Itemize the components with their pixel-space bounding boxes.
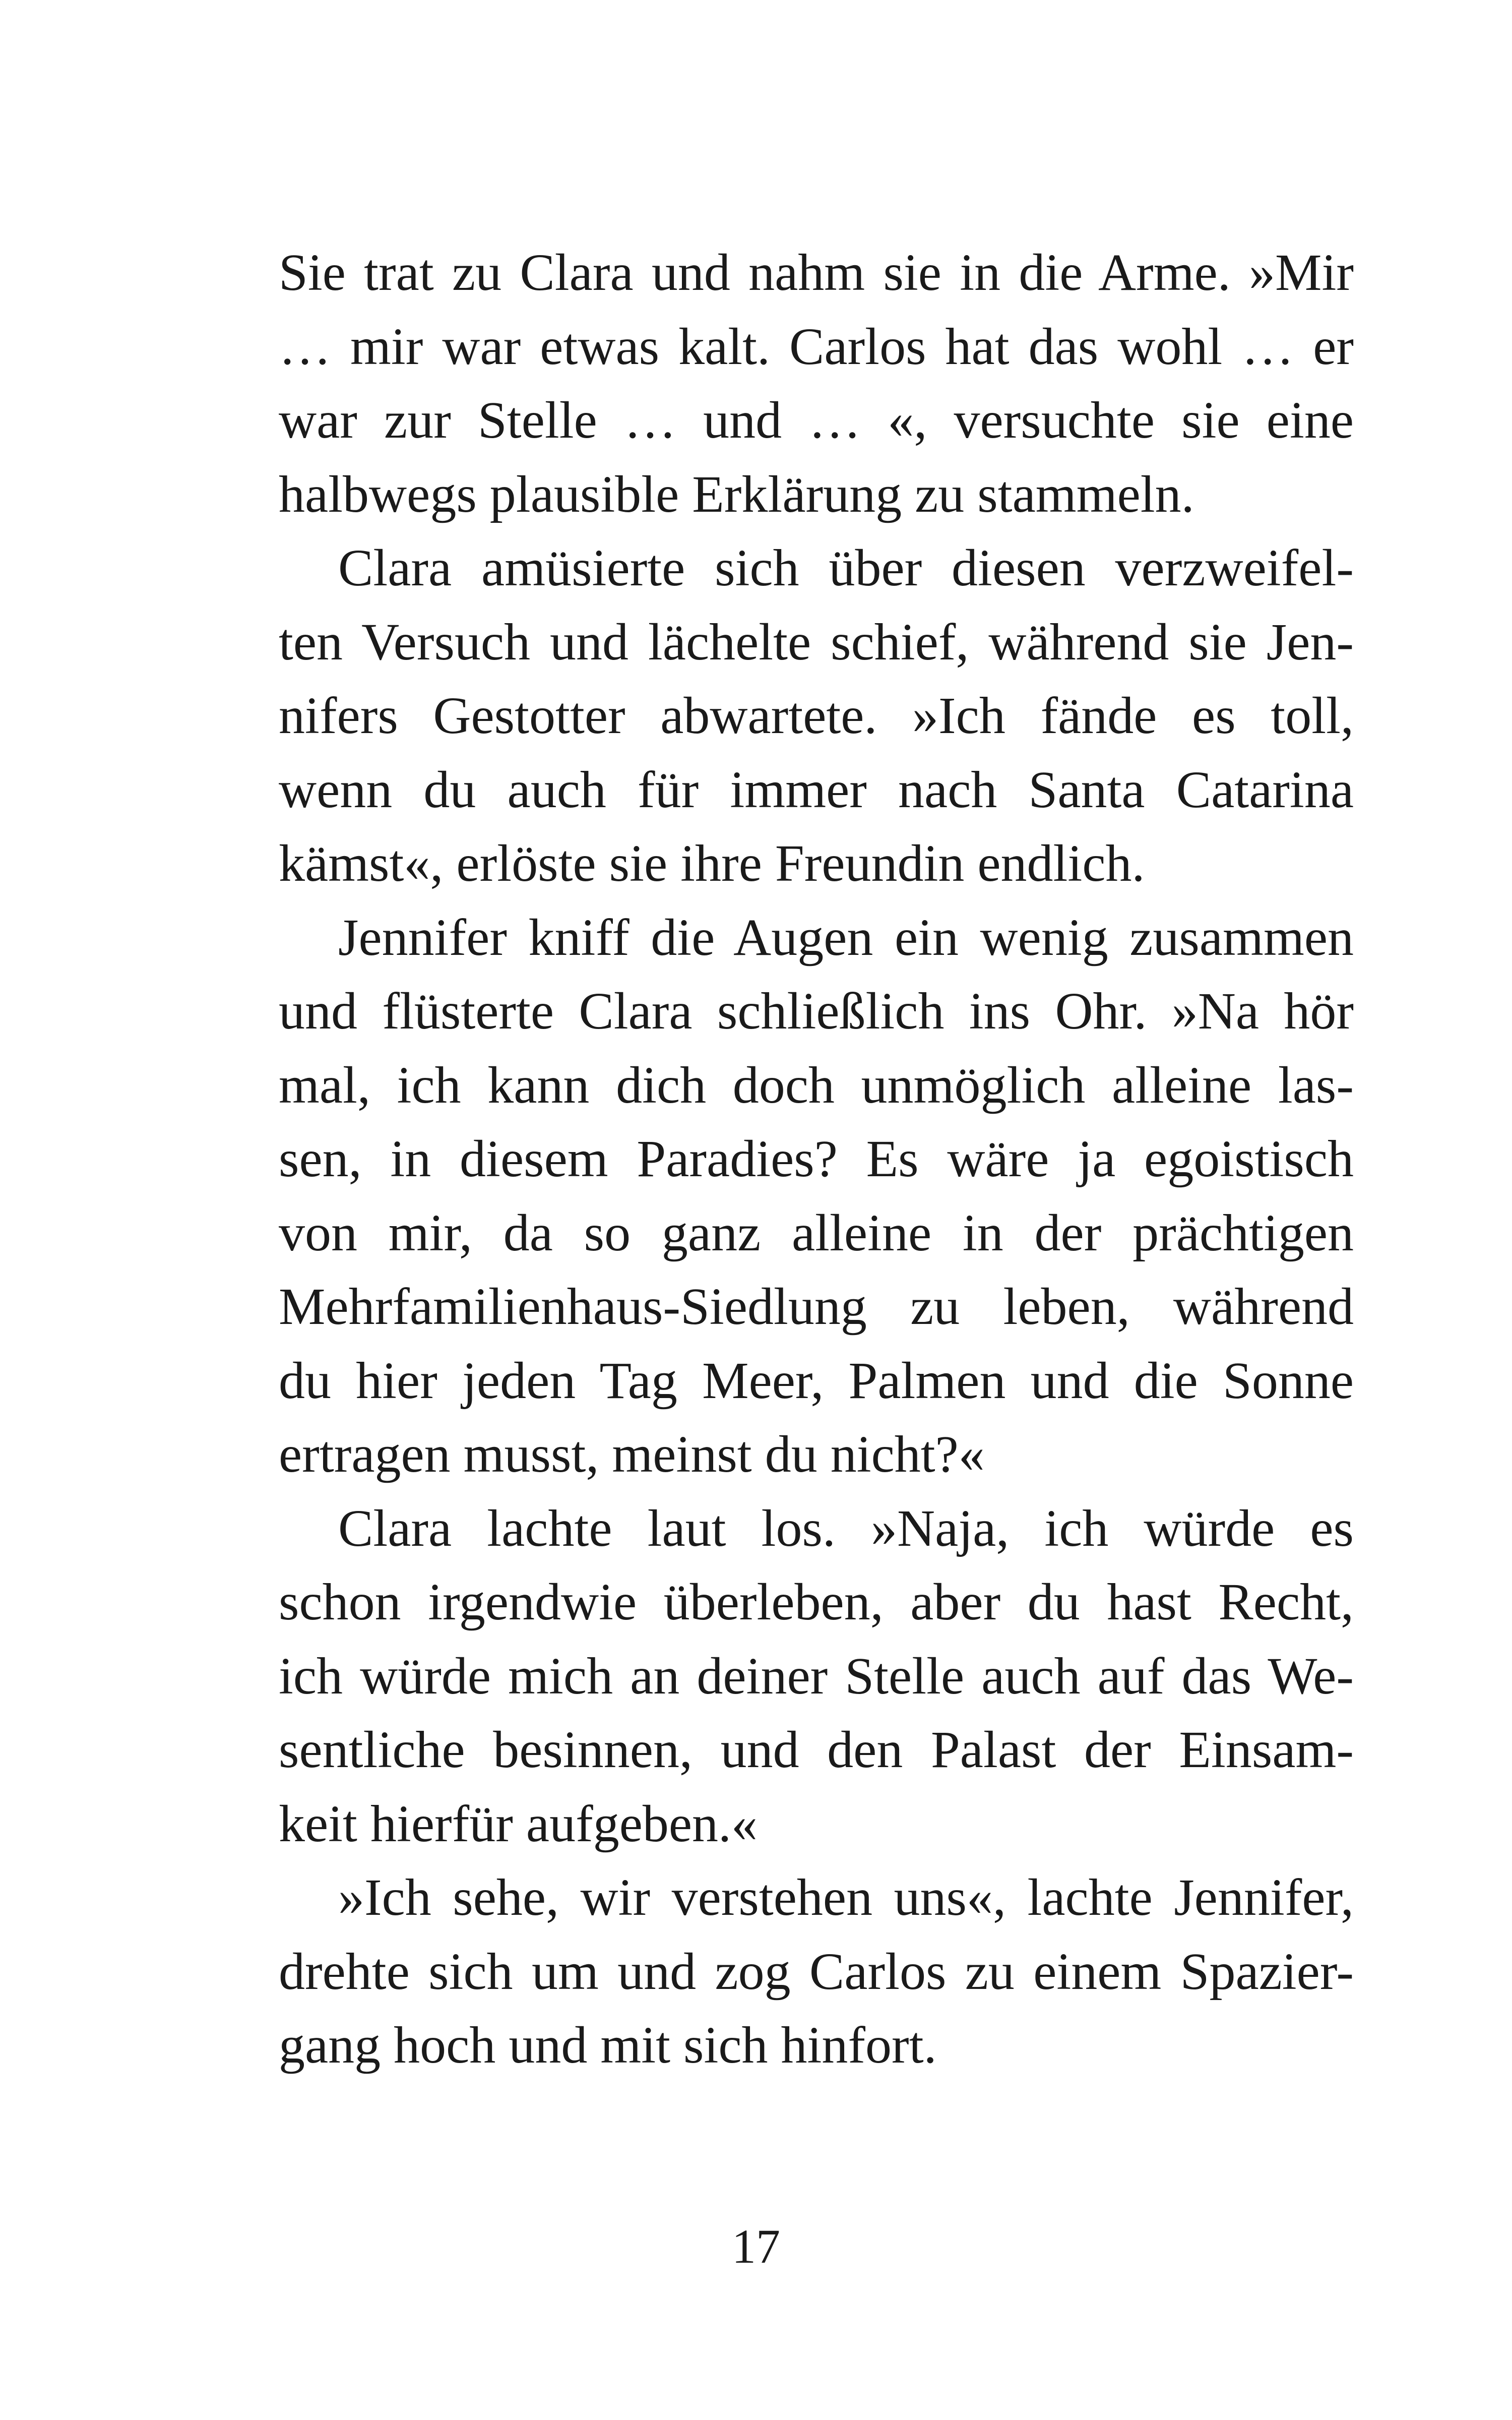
text-line: Jennifer kniff die Augen ein wenig zusammen [338,908,1354,966]
text-line: Sie trat zu Clara und nahm sie in die Arme. »Mir [279,244,1354,301]
text-line: und flüsterte Clara schließlich ins Ohr. »Na hör [279,982,1354,1040]
body-text [279,236,1354,2083]
text-line: mal, ich kann dich doch unmöglich alleine las- [279,1056,1354,1114]
text-line: »Ich sehe, wir verstehen uns«, lachte Jennifer, [338,1868,1354,1926]
text-line: du hier jeden Tag Meer, Palmen und die Sonne [279,1351,1354,1410]
text-line: war zur Stelle … und … «, versuchte sie eine [279,391,1354,449]
text-line: Clara lachte laut los. »Naja, ich würde es [338,1499,1354,1557]
page-number: 17 [732,2219,780,2273]
text-line: sentliche besinnen, und den Palast der Einsam- [279,1721,1354,1779]
text-line: halbwegs plausible Erklärung zu stammeln. [279,465,1194,523]
text-line: gang hoch und mit sich hinfort. [279,2016,937,2074]
text-line: kämst«, erlöste sie ihre Freundin endlich. [279,834,1145,892]
text-line: ertragen musst, meinst du nicht?« [279,1425,985,1483]
text-line: Clara amüsierte sich über diesen verzweifel- [338,539,1354,597]
text-line: drehte sich um und zog Carlos zu einem Spazier- [279,1942,1354,2001]
text-line: ich würde mich an deiner Stelle auch auf das We- [279,1647,1354,1705]
text-line: … mir war etwas kalt. Carlos hat das wohl … er [279,317,1354,376]
text-line: schon irgendwie überleben, aber du hast Recht, [279,1573,1354,1631]
text-line: nifers Gestotter abwartete. »Ich fände es toll, [279,687,1354,745]
text-line: keit hierfür aufgeben.« [279,1794,758,1853]
text-line: ten Versuch und lächelte schief, während sie Jen- [279,613,1354,671]
text-line: von mir, da so ganz alleine in der prächtigen [279,1203,1354,1262]
text-line: wenn du auch für immer nach Santa Catarina [279,760,1354,819]
text-line: Mehrfamilienhaus-Siedlung zu leben, während [279,1278,1354,1336]
text-line: sen, in diesem Paradies? Es wäre ja egoistisch [279,1130,1354,1188]
